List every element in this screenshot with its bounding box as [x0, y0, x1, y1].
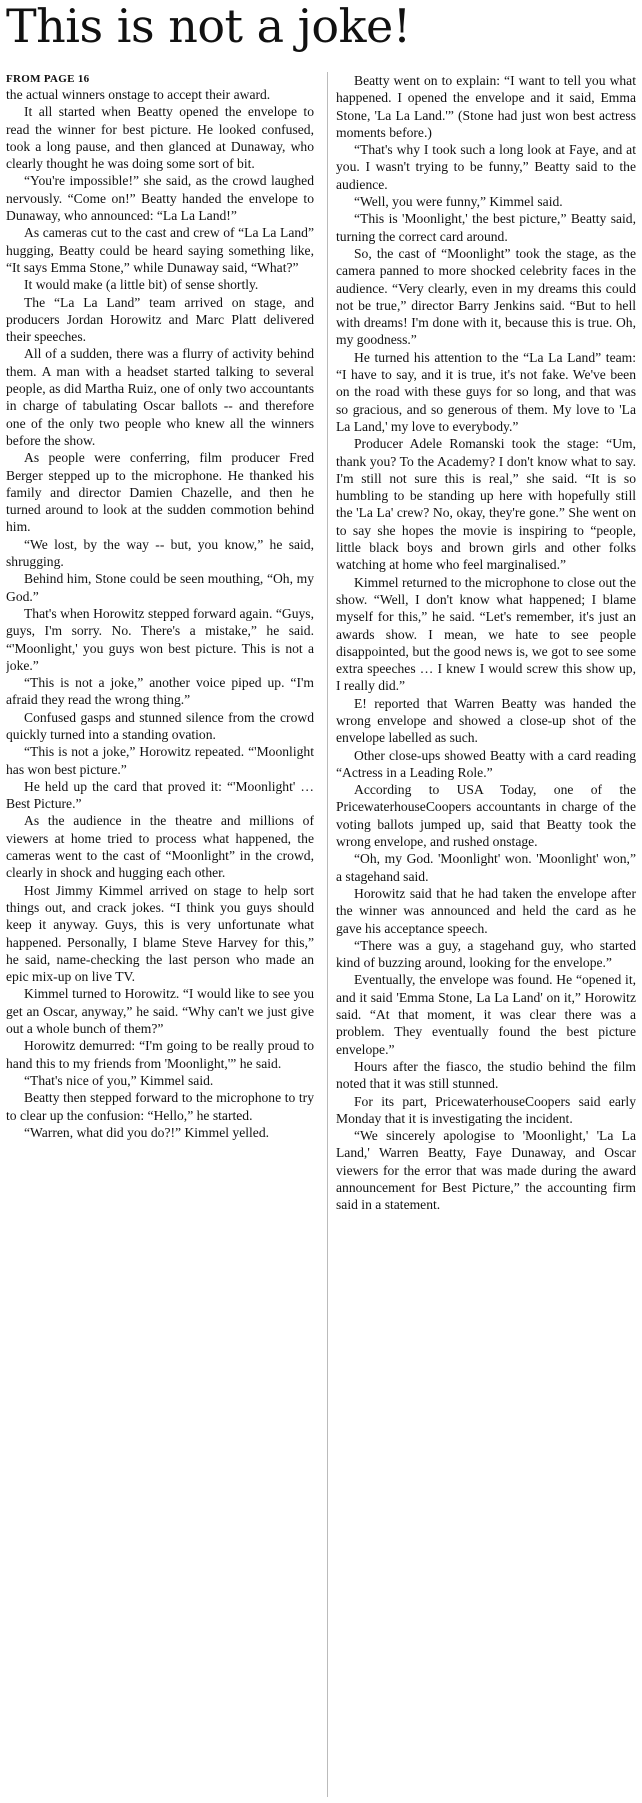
paragraph: Hours after the fiasco, the studio behind the film noted that it was still stunned.: [336, 1058, 636, 1092]
jump-line: FROM PAGE 16: [6, 73, 90, 85]
paragraph: “This is 'Moonlight,' the best picture,” Beatty said, turning the correct card around.: [336, 211, 636, 244]
paragraph: “This is not a joke,” Horowitz repeated. “'Moonlight has won best picture.”: [6, 744, 314, 777]
paragraph: So, the cast of “Moonlight” took the stage, as the camera panned to more shocked celebrity faces in the audience. “Very clearly, even in my dreams this could not be true,” director Barry Jenkins said. “But to hell with dreams! I'm done with it, because this is true. Oh, my goodness.”: [336, 245, 636, 348]
left-column: [6, 72, 314, 1797]
paragraph: As cameras cut to the cast and crew of “La La Land” hugging, Beatty could be heard saying something like, “It says Emma Stone,” while Dunaway said, “What?”: [6, 225, 314, 275]
paragraph: As people were conferring, film producer Fred Berger stepped up to the microphone. He thanked his family and director Damien Chazelle, and then he turned around to look at the sudden commotion behind him.: [6, 450, 314, 535]
paragraph: the actual winners onstage to accept their award.: [6, 87, 271, 102]
paragraph: Eventually, the envelope was found. He “opened it, and it said 'Emma Stone, La La Land' on it,” Horowitz said. “At that moment, it was clear there was a problem. They eventually found the best picture envelope.”: [336, 972, 636, 1057]
paragraph: “This is not a joke,” another voice piped up. “I'm afraid they read the wrong thing.”: [6, 675, 314, 708]
paragraph: Other close-ups showed Beatty with a card reading “Actress in a Leading Role.”: [336, 747, 636, 780]
paragraph: Confused gasps and stunned silence from the crowd quickly turned into a standing ovation.: [6, 709, 314, 742]
paragraph: All of a sudden, there was a flurry of activity behind them. A man with a headset started talking to several people, as did Martha Ruiz, one of only two accountants in charge of tabulating Oscar ballots -- and therefore one of the only two people who knew all the winners before the show.: [6, 346, 314, 448]
paragraph: Producer Adele Romanski took the stage: “Um, thank you? To the Academy? I don't know what to say. I'm still not sure this is real,” she said. “It is so humbling to be standing up here with hopefully still the 'La La' crew? No, okay, they're gone.” She went on to say she hopes the movie is inspiring to “people, little black boys and brown girls and other folks watching at home who feel marginalised.”: [336, 436, 636, 573]
right-column: [327, 72, 636, 1797]
headline: This is not a joke!: [6, 0, 411, 53]
paragraph: “Oh, my God. 'Moonlight' won. 'Moonlight' won,” a stagehand said.: [336, 851, 636, 884]
paragraph: “Warren, what did you do?!” Kimmel yelled.: [24, 1124, 270, 1140]
paragraph: According to USA Today, one of the PricewaterhouseCoopers accountants in charge of the voting ballots jumped up, said that Beatty took the wrong envelope, and rushed onstage.: [336, 782, 636, 850]
paragraph: “That's nice of you,” Kimmel said.: [24, 1072, 214, 1088]
paragraph: For its part, PricewaterhouseCoopers said early Monday that it is investigating the incident.: [336, 1093, 636, 1126]
paragraph: “We sincerely apologise to 'Moonlight,' 'La La Land,' Warren Beatty, Faye Dunaway, and Oscar viewers for the error that was made during the award announcement for Best Picture,” the accounting firm said in a statement.: [336, 1128, 636, 1213]
paragraph: That's when Horowitz stepped forward again. “Guys, guys, I'm sorry. No. There's a mistake,” he said. “'Moonlight,' you guys won best picture. This is not a joke.”: [6, 605, 314, 673]
paragraph: Beatty went on to explain: “I want to tell you what happened. I opened the envelope and it said, Emma Stone, 'La La Land.'” (Stone had just won best actress moments before.): [336, 73, 636, 140]
paragraph: Kimmel returned to the microphone to close out the show. “Well, I don't know what happened; I blame myself for this,” he said. “Let's remember, it's just an awards show. I mean, we hate to see people disappointed, but the good news is, we got to see some extra speeches … I knew I would screw this show up, I really did.”: [336, 574, 636, 694]
paragraph: He turned his attention to the “La La Land” team: “I have to say, and it is true, it's not fake. We've been on the road with these guys for so long, and that was so gracious, and so generous of them. My love to 'La La Land,' my love to everybody.”: [336, 349, 636, 434]
paragraph: “Well, you were funny,” Kimmel said.: [354, 194, 563, 210]
paragraph: “That's why I took such a long look at Faye, and at you. I wasn't trying to be funny,” Beatty said to the audience.: [336, 142, 636, 192]
paragraph: Horowitz said that he had taken the envelope after the winner was announced and held the card as he gave his acceptance speech.: [336, 885, 636, 936]
paragraph: Kimmel turned to Horowitz. “I would like to see you get an Oscar, anyway,” he said. “Why can't we just give out a whole bunch of them?”: [6, 986, 314, 1037]
paragraph: The “La La Land” team arrived on stage, and producers Jordan Horowitz and Marc Platt delivered their speeches.: [6, 294, 314, 345]
article-body: [6, 72, 636, 1797]
paragraph: Host Jimmy Kimmel arrived on stage to help sort things out, and crack jokes. “I think you guys should keep it anyway. Guys, this is very unfortunate what happened. Personally, I blame Steve Harvey for this,” he said, name-checking the last person who made an epic mix-up on live TV.: [6, 882, 314, 985]
paragraph: E! reported that Warren Beatty was handed the wrong envelope and showed a close-up shot of the envelope labelled as such.: [336, 695, 636, 746]
paragraph: “We lost, by the way -- but, you know,” he said, shrugging.: [6, 536, 314, 570]
paragraph: As the audience in the theatre and millions of viewers at home tried to process what happened, the cameras went to the cast of “Moonlight” in the crowd, clearly in shock and hugging each other.: [6, 813, 314, 881]
paragraph: Beatty then stepped forward to the microphone to try to clear up the confusion: “Hello,” he started.: [6, 1090, 314, 1123]
paragraph: Horowitz demurred: “I'm going to be really proud to hand this to my friends from 'Moonlight,'” he said.: [6, 1038, 314, 1071]
paragraph: It would make (a little bit) of sense shortly.: [24, 277, 259, 293]
paragraph: “You're impossible!” she said, as the crowd laughed nervously. “Come on!” Beatty handed the envelope to Dunaway, who announced: “La La Land!”: [6, 173, 314, 224]
paragraph: It all started when Beatty opened the envelope to read the winner for best picture. He looked confused, took a long pause, and then glanced at Dunaway, who clearly thought he was doing some sort of bit.: [6, 104, 314, 172]
paragraph: “There was a guy, a stagehand guy, who started kind of buzzing around, looking for the envelope.”: [336, 937, 636, 971]
paragraph: Behind him, Stone could be seen mouthing, “Oh, my God.”: [6, 571, 314, 604]
paragraph: He held up the card that proved it: “'Moonlight' … Best Picture.”: [6, 778, 314, 812]
